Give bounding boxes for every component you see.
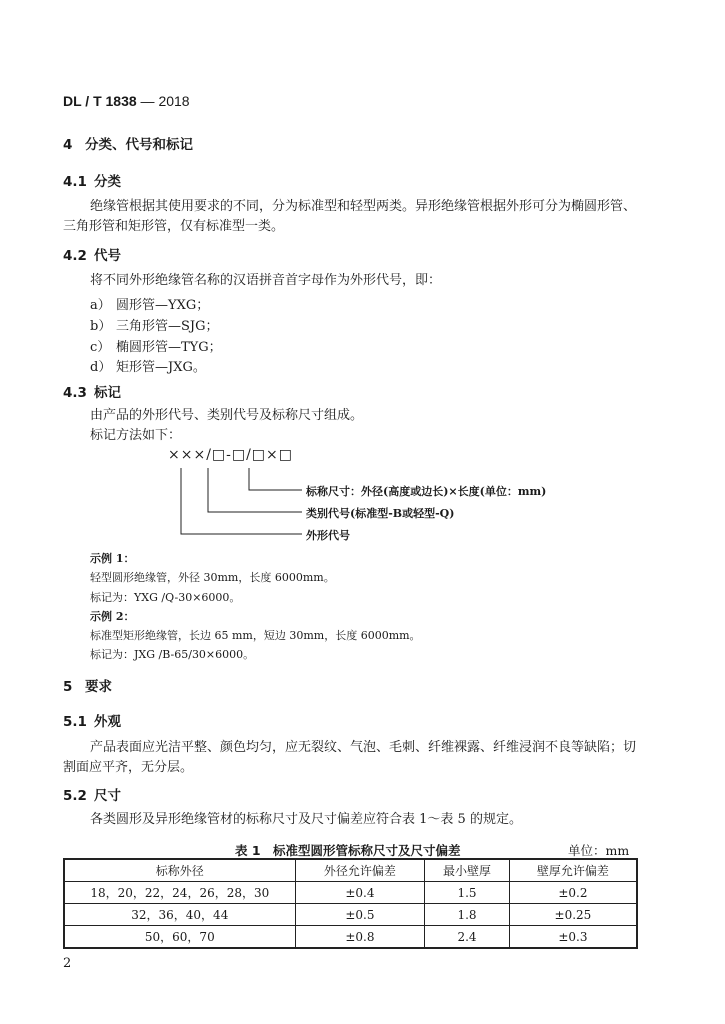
table-cell: ±0.8 — [295, 926, 425, 949]
table-cell: ±0.3 — [509, 926, 637, 949]
section-title: 代号 — [94, 248, 121, 264]
example-2-line2: 标记为：JXG /B-65/30×6000。 — [90, 648, 255, 661]
table-1-caption: 表 1 标准型圆形管标称尺寸及尺寸偏差 — [235, 843, 461, 858]
section-title: 分类、代号和标记 — [85, 137, 193, 153]
marking-code: ×××/□-□/□×□ — [168, 447, 293, 463]
standard-code — [63, 93, 190, 109]
sec43-paragraph-line1: 由产品的外形代号、类别代号及标称尺寸组成。 — [90, 408, 364, 423]
list-label: a） — [90, 298, 111, 313]
section-title: 标记 — [94, 385, 121, 401]
table-row — [64, 926, 637, 949]
marking-label-shape: 外形代号 — [306, 529, 350, 542]
list-item — [90, 294, 209, 313]
example-1-line1: 轻型圆形绝缘管，外径 30mm，长度 6000mm。 — [90, 571, 335, 584]
table-cell: ±0.4 — [295, 882, 425, 904]
table-cell: 32，36，40，44 — [64, 904, 295, 926]
list-text: 三角形管—SJG； — [116, 319, 219, 334]
sec42-intro: 将不同外形绝缘管名称的汉语拼音首字母作为外形代号，即： — [90, 273, 442, 288]
section-4-2-heading — [63, 244, 121, 264]
sec51-paragraph-line2: 割面应平齐，无分层。 — [63, 760, 194, 775]
sec52-paragraph: 各类圆形及异形绝缘管材的标称尺寸及尺寸偏差应符合表 1～表 5 的规定。 — [90, 812, 522, 827]
std-dash: — — [136, 93, 159, 109]
list-text: 圆形管—YXG； — [116, 298, 210, 313]
sec51-paragraph-line1: 产品表面应光洁平整、颜色均匀，应无裂纹、气泡、毛刺、纤维裸露、纤维浸润不良等缺陷；切 — [90, 740, 637, 755]
sec43-paragraph-line2: 标记方法如下： — [90, 428, 182, 443]
sec41-paragraph-line2: 三角形管和矩形管，仅有标准型一类。 — [63, 219, 285, 234]
section-title: 尺寸 — [94, 788, 121, 804]
section-title: 外观 — [94, 714, 121, 730]
table-cell: ±0.2 — [509, 882, 637, 904]
list-item — [90, 336, 222, 355]
list-text: 椭圆形管—TYG； — [116, 340, 222, 355]
table-cell: 18，20，22，24，26，28，30 — [64, 882, 295, 904]
table-row — [64, 882, 637, 904]
section-5-heading — [63, 675, 112, 695]
example-2-line1: 标准型矩形绝缘管，长边 65 mm，短边 30mm，长度 6000mm。 — [90, 629, 421, 642]
list-text: 矩形管—JXG。 — [116, 360, 206, 375]
table-1 — [63, 858, 638, 949]
table-cell: 50，60，70 — [64, 926, 295, 949]
example-1-line2: 标记为：YXG /Q-30×6000。 — [90, 591, 241, 604]
std-code: DL / T 1838 — [63, 93, 137, 109]
list-label: c） — [90, 340, 111, 355]
section-5-2-heading — [63, 784, 121, 804]
list-label: d） — [90, 360, 112, 375]
table-header-row — [64, 859, 637, 882]
section-number: 4.2 — [63, 248, 87, 264]
example-2-title: 示例 2： — [90, 610, 135, 623]
table-cell: 2.4 — [425, 926, 510, 949]
table-cell: 1.5 — [425, 882, 510, 904]
section-4-1-heading — [63, 170, 121, 190]
section-number: 5.2 — [63, 788, 87, 804]
section-number: 5 — [63, 679, 73, 695]
section-4-3-heading — [63, 381, 121, 401]
section-title: 要求 — [85, 679, 112, 695]
sec41-paragraph-line1: 绝缘管根据其使用要求的不同，分为标准型和轻型两类。异形绝缘管根据外形可分为椭圆形管、 — [90, 199, 637, 214]
marking-label-size: 标称尺寸：外径(高度或边长)×长度(单位：mm) — [306, 485, 547, 498]
table-cell: ±0.25 — [509, 904, 637, 926]
page-number: 2 — [63, 956, 72, 971]
marking-label-category: 类别代号(标准型-B或轻型-Q) — [306, 507, 455, 520]
section-number: 4 — [63, 137, 73, 153]
section-number: 4.3 — [63, 385, 87, 401]
column-header: 外径允许偏差 — [295, 859, 425, 882]
table-row — [64, 904, 637, 926]
column-header: 标称外径 — [64, 859, 295, 882]
section-title: 分类 — [94, 174, 121, 190]
example-1-title: 示例 1： — [90, 552, 135, 565]
section-number: 4.1 — [63, 174, 87, 190]
marking-diagram-lines — [170, 462, 310, 542]
section-4-heading — [63, 133, 193, 153]
table-cell: 1.8 — [425, 904, 510, 926]
list-item — [90, 315, 219, 334]
section-5-1-heading — [63, 710, 121, 730]
column-header: 最小壁厚 — [425, 859, 510, 882]
std-year: 2018 — [158, 93, 190, 109]
list-label: b） — [90, 319, 112, 334]
column-header: 壁厚允许偏差 — [509, 859, 637, 882]
section-number: 5.1 — [63, 714, 87, 730]
table-cell: ±0.5 — [295, 904, 425, 926]
table-1-unit: 单位：mm — [568, 843, 630, 858]
list-item — [90, 356, 206, 375]
